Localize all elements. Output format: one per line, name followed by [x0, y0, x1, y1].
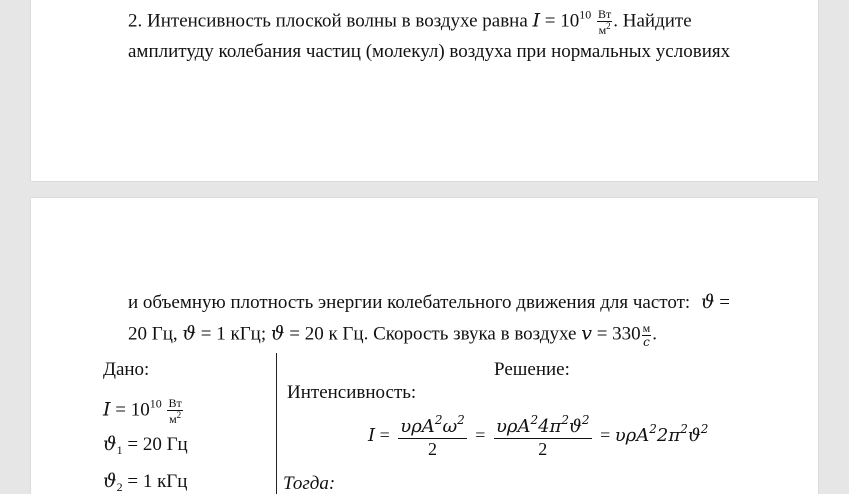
- formula-fraction-1-num: [398, 414, 467, 439]
- equals-sign-3: =: [200, 323, 212, 345]
- f2-num-exp1: 2: [530, 413, 539, 427]
- given-intensity-unit-den-exp: 2: [176, 409, 182, 420]
- intensity-unit: [597, 8, 612, 36]
- document-page-1: [31, 0, 818, 181]
- f2-num-exp3: 2: [581, 413, 590, 427]
- equals-sign-2: =: [719, 292, 730, 313]
- formula-equals-3: =: [600, 424, 611, 445]
- formula-fraction-2-num: [494, 414, 592, 439]
- given-intensity: [103, 397, 184, 425]
- f1-num-omega: ω: [442, 416, 458, 437]
- speed-unit-numerator: м: [642, 321, 651, 335]
- theta-symbol-3: ϑ: [270, 322, 285, 345]
- given-theta-2-sub: 2: [116, 480, 123, 494]
- problem-line-3: [128, 293, 730, 312]
- solution-heading: Решение:: [494, 359, 570, 380]
- intensity-unit-numerator: Вт: [598, 7, 612, 21]
- problem-line-2: амплитуду колебания частиц (молекул) воздуха при нормальных условиях: [128, 41, 731, 62]
- given-intensity-unit: [167, 397, 182, 425]
- given-equals-2: =: [127, 434, 139, 455]
- given-intensity-unit-den-text: м: [169, 411, 177, 426]
- f1-num-exp1: 2: [434, 413, 443, 427]
- speed-unit-denominator: с: [643, 334, 650, 349]
- f1-num-a: υρA: [400, 416, 435, 437]
- formula-lhs: I: [368, 424, 376, 446]
- frequency-2-text: 1 кГц;: [216, 323, 267, 345]
- frequency-1-text: 20 Гц,: [128, 323, 178, 345]
- sound-speed-text: 20 к Гц. Скорость звука в воздухе: [304, 323, 577, 345]
- problem-line-4: [128, 322, 657, 348]
- f1-num-exp2: 2: [457, 413, 465, 427]
- rhs-b: 2π: [656, 424, 681, 446]
- given-frequency-1-value: 20 Гц: [142, 434, 188, 455]
- given-intensity-base: 10: [130, 399, 150, 421]
- f2-num-exp2: 2: [561, 413, 570, 427]
- formula-fraction-1-den: 2: [428, 438, 438, 459]
- formula-rhs: [614, 421, 709, 446]
- then-label: Тогда:: [283, 473, 336, 494]
- speed-end: .: [652, 323, 658, 345]
- intensity-label: Интенсивность:: [287, 382, 417, 403]
- intensity-unit-den-exp: 2: [606, 20, 611, 31]
- given-frequency-2: [103, 472, 187, 493]
- speed-value: 330: [612, 323, 641, 345]
- formula-equals-2: =: [475, 424, 486, 445]
- intensity-formula: [368, 414, 708, 459]
- theta-symbol-2: ϑ: [182, 322, 196, 345]
- intensity-exponent: 10: [579, 7, 592, 22]
- intensity-symbol: I: [532, 9, 541, 32]
- problem-line-1-end: . Найдите: [613, 10, 692, 32]
- equals-sign: =: [544, 10, 556, 32]
- formula-fraction-1: [398, 414, 467, 459]
- given-intensity-unit-den: [167, 411, 182, 426]
- f2-num-a: υρA: [495, 416, 531, 437]
- problem-number: 2.: [128, 10, 143, 32]
- rhs-exp2: 2: [680, 421, 688, 436]
- rhs-a: υρA: [614, 424, 650, 446]
- theta-symbol-1: ϑ: [700, 291, 715, 313]
- equals-sign-5: =: [596, 323, 608, 345]
- given-equals-1: =: [115, 399, 126, 421]
- given-intensity-symbol: I: [103, 398, 111, 421]
- rhs-exp3: 2: [700, 421, 709, 436]
- speed-symbol: v: [581, 322, 592, 345]
- given-solution-divider: [276, 353, 277, 494]
- given-frequency-1: [103, 435, 188, 456]
- rhs-exp1: 2: [649, 421, 657, 436]
- equals-sign-4: =: [289, 323, 300, 345]
- given-intensity-unit-num: Вт: [168, 396, 182, 410]
- intensity-base: 10: [560, 10, 580, 32]
- given-heading: Дано:: [103, 359, 150, 380]
- intensity-unit-den-text: м: [598, 22, 607, 37]
- given-theta-1-sub: 1: [116, 443, 123, 457]
- formula-fraction-2-den: 2: [538, 438, 548, 459]
- rhs-c: ϑ: [687, 424, 701, 446]
- given-frequency-2-value: 1 кГц: [142, 471, 188, 492]
- given-intensity-exponent: 10: [149, 396, 162, 411]
- document-page-2: [31, 198, 818, 494]
- f2-num-b: 4π: [538, 416, 562, 437]
- intensity-unit-denominator: [597, 22, 612, 37]
- problem-line-3-text: и объемную плотность энергии колебательного движения для частот:: [128, 292, 691, 313]
- problem-line-1-text: Интенсивность плоской волны в воздухе равна: [147, 10, 528, 32]
- f2-num-c: ϑ: [569, 416, 582, 437]
- speed-unit: [642, 322, 652, 348]
- given-equals-3: =: [127, 471, 139, 492]
- formula-fraction-2: [494, 414, 592, 459]
- formula-equals-1: =: [379, 424, 390, 445]
- given-theta-2: ϑ: [103, 470, 117, 492]
- problem-line-1: [128, 8, 692, 36]
- given-theta-1: ϑ: [103, 433, 117, 455]
